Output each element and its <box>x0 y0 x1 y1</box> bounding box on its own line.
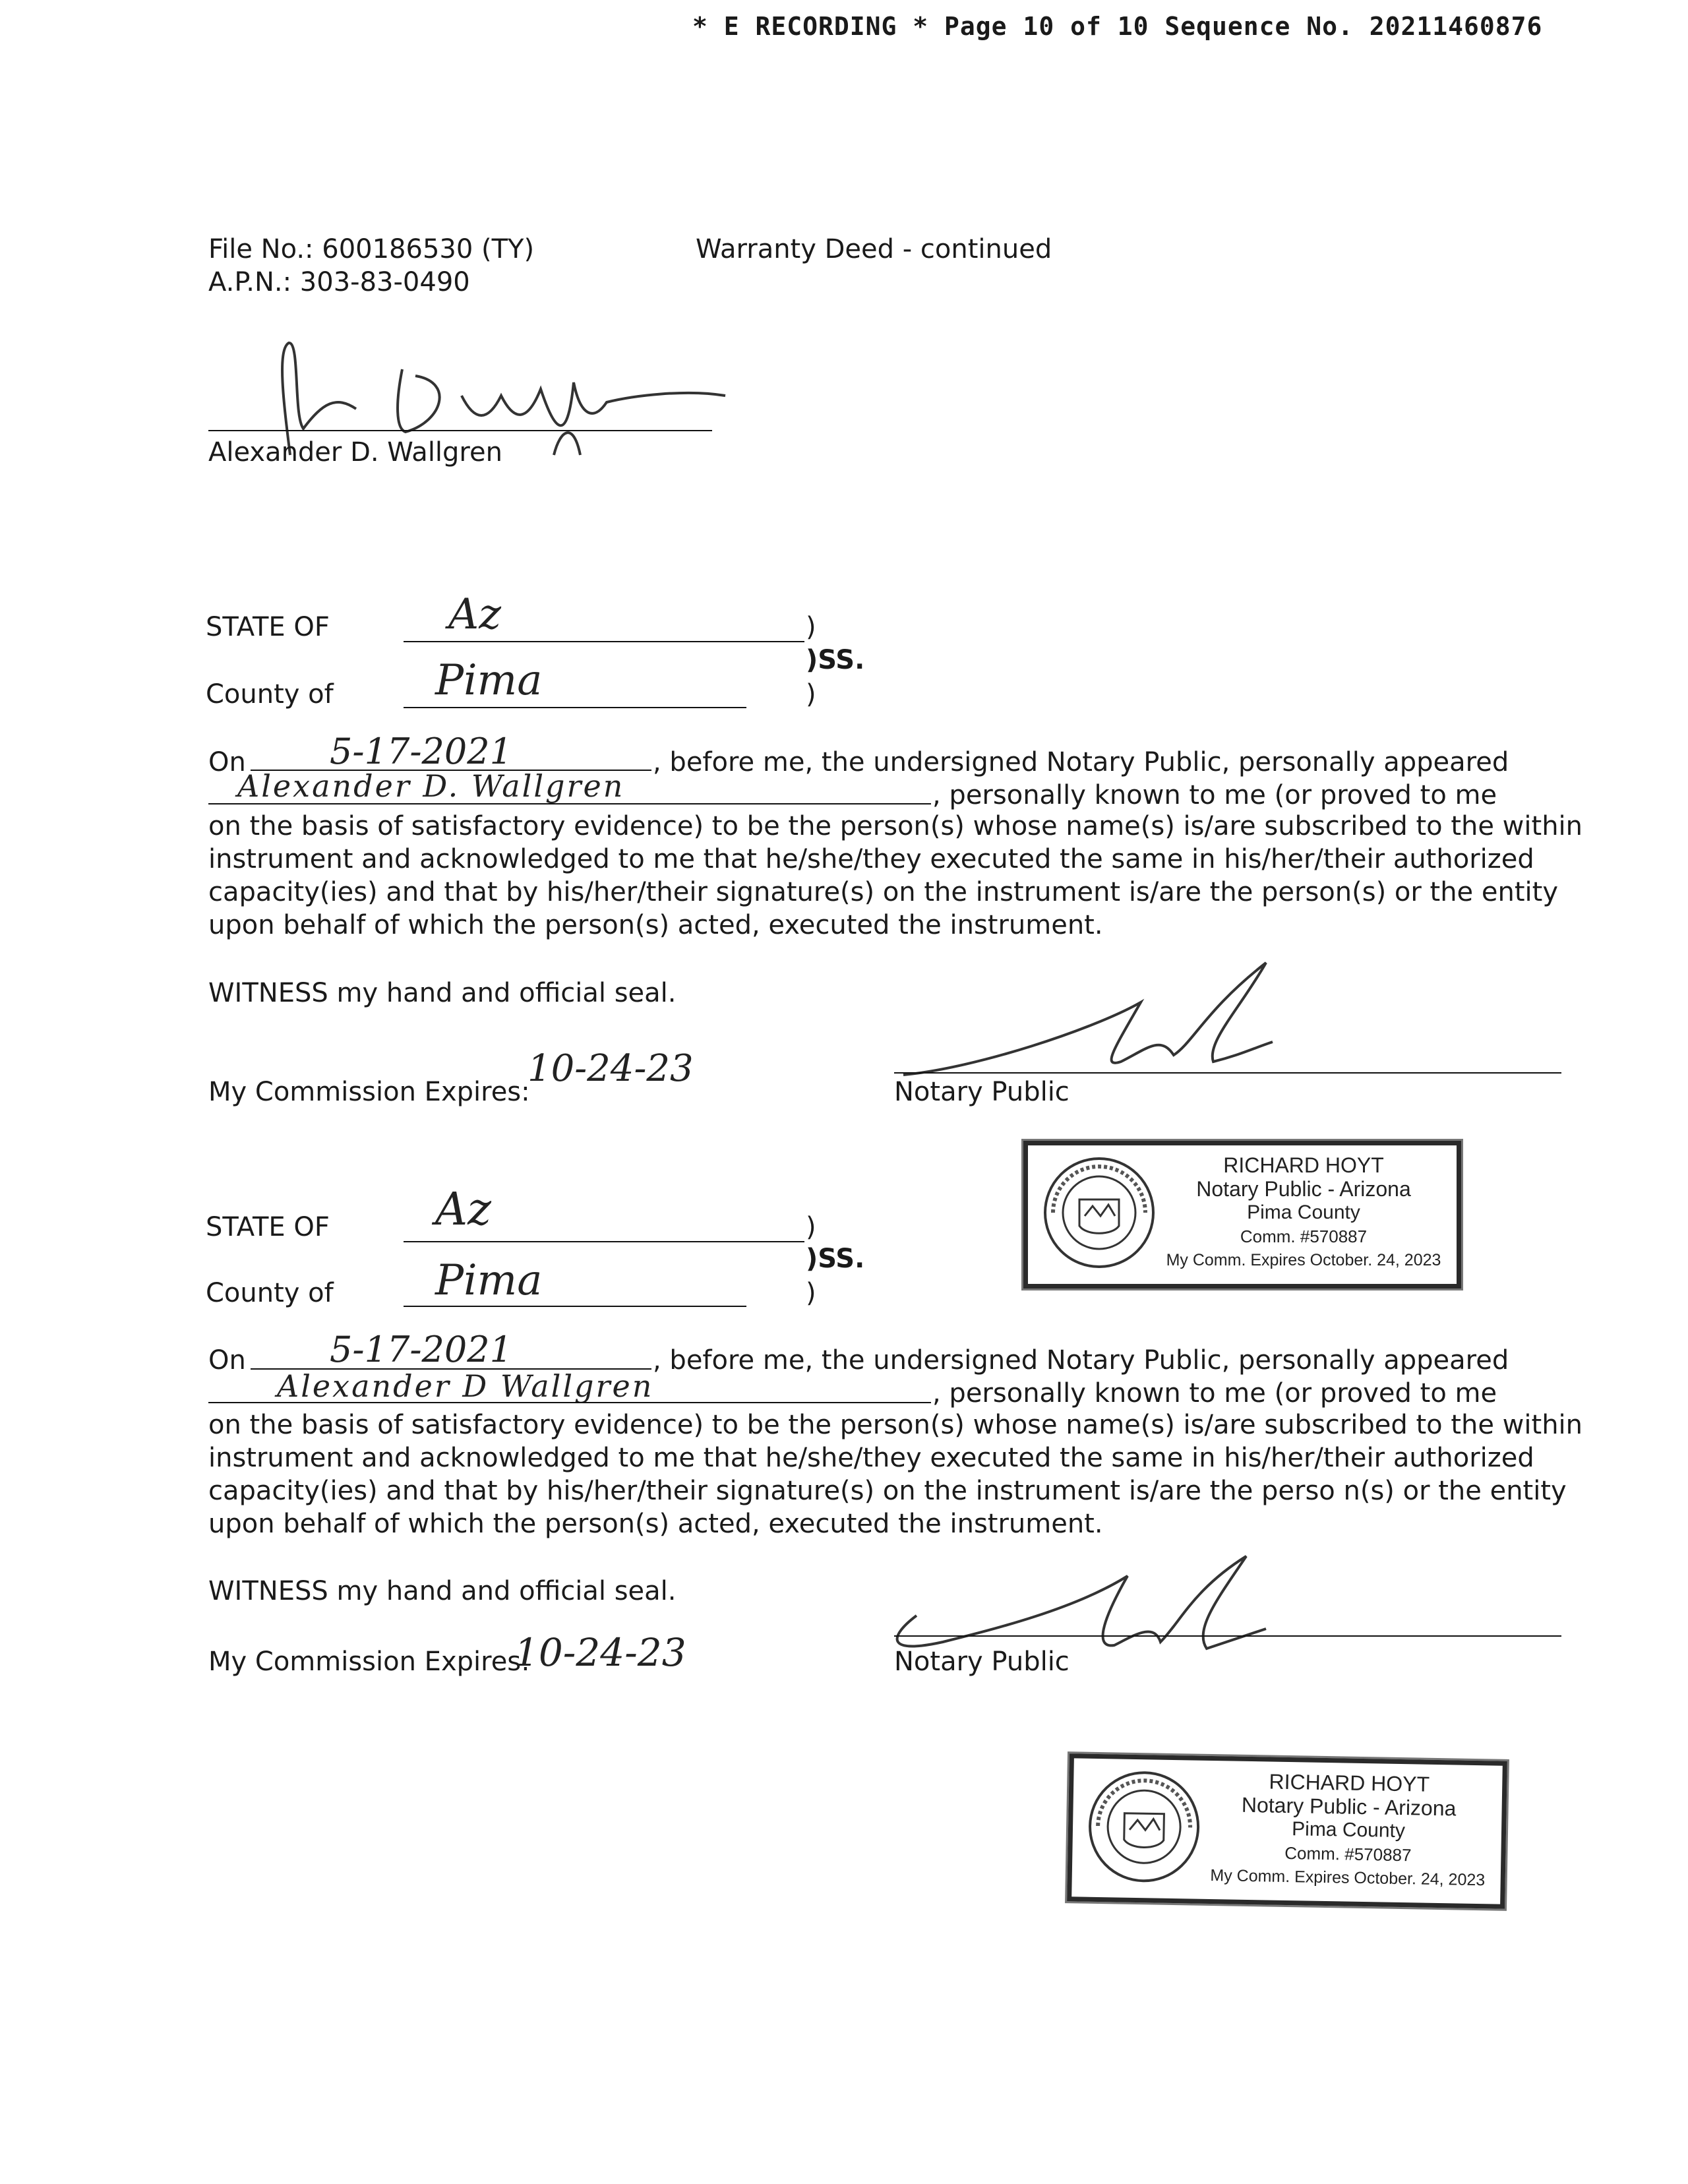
county-value: Pima <box>435 656 543 705</box>
bracket: ) <box>806 612 816 642</box>
notary-seal-stamp <box>1023 1141 1461 1289</box>
county-value: Pima <box>435 1256 543 1305</box>
state-label: STATE OF <box>206 1212 330 1242</box>
notary-signature-line <box>894 1635 1561 1637</box>
notary-signature <box>897 956 1292 1088</box>
ack-text-line2: , personally known to me (or proved to me <box>932 1378 1497 1409</box>
name-line <box>208 803 931 804</box>
ack-text-line1: , before me, the undersigned Notary Public, personally appeared <box>653 1345 1509 1376</box>
notary-signature-line <box>894 1072 1561 1074</box>
ack-paragraph <box>208 810 1583 942</box>
notary-public-label: Notary Public <box>894 1077 1070 1107</box>
on-label: On <box>208 747 246 777</box>
ack-date: 5-17-2021 <box>330 1329 512 1370</box>
ack-paragraph-line: upon behalf of which the person(s) acted, executed the instrument. <box>208 1509 1103 1539</box>
arizona-state-seal-icon <box>1040 1153 1159 1272</box>
ss-mark: )SS. <box>806 645 865 675</box>
state-value: Az <box>435 1184 491 1236</box>
ack-paragraph-line: on the basis of satisfactory evidence) to be the person(s) whose name(s) is/are subscribed to the within <box>208 811 1583 841</box>
seal-title: Notary Public - Arizona <box>1241 1792 1457 1821</box>
commission-expires-label: My Commission Expires: <box>208 1077 530 1107</box>
grantor-signature-line <box>208 430 712 431</box>
bracket: ) <box>806 1212 816 1242</box>
notary-public-label: Notary Public <box>894 1647 1070 1677</box>
seal-commission-number: Comm. #570887 <box>1240 1227 1368 1246</box>
ack-paragraph-line: upon behalf of which the person(s) acted, executed the instrument. <box>208 910 1103 940</box>
bracket: ) <box>806 679 816 710</box>
commission-expires-label: My Commission Expires: <box>208 1647 530 1677</box>
bracket: ) <box>806 1278 816 1308</box>
ack-paragraph-line: instrument and acknowledged to me that he/she/they executed the same in his/her/their authorized <box>208 1443 1534 1473</box>
seal-county: Pima County <box>1247 1201 1360 1223</box>
ack-paragraph-line: capacity(ies) and that by his/her/their signature(s) on the instrument is/are the perso n(s) or the entity <box>208 1476 1567 1506</box>
document-title: Warranty Deed - continued <box>696 234 1052 264</box>
arizona-state-seal-icon <box>1084 1767 1205 1887</box>
seal-commission-number: Comm. #570887 <box>1284 1842 1412 1866</box>
ack-text-line2: , personally known to me (or proved to me <box>932 780 1497 810</box>
seal-title: Notary Public - Arizona <box>1196 1177 1411 1201</box>
witness-text: WITNESS my hand and official seal. <box>208 978 677 1008</box>
ack-paragraph <box>208 1409 1583 1540</box>
file-number: File No.: 600186530 (TY) <box>208 234 535 264</box>
ack-date: 5-17-2021 <box>330 731 512 772</box>
state-line <box>404 1241 804 1242</box>
name-line <box>208 1402 931 1403</box>
ack-paragraph-line: instrument and acknowledged to me that he/she/they executed the same in his/her/their authorized <box>208 844 1534 874</box>
seal-notary-name: RICHARD HOYT <box>1223 1153 1384 1177</box>
ss-mark: )SS. <box>806 1244 865 1274</box>
county-label: County of <box>206 1278 334 1308</box>
ack-text-line1: , before me, the undersigned Notary Public, personally appeared <box>653 747 1509 777</box>
witness-text: WITNESS my hand and official seal. <box>208 1576 677 1606</box>
notary-seal-stamp <box>1067 1753 1507 1909</box>
state-value: Az <box>448 590 501 639</box>
apn-number: A.P.N.: 303-83-0490 <box>208 267 470 297</box>
ack-paragraph-line: capacity(ies) and that by his/her/their signature(s) on the instrument is/are the person(s) or the entity <box>208 877 1558 907</box>
appeared-name: Alexander D Wallgren <box>277 1368 654 1404</box>
grantor-name: Alexander D. Wallgren <box>208 437 502 468</box>
county-line <box>404 1306 746 1307</box>
commission-expires-value: 10-24-23 <box>528 1047 694 1090</box>
commission-expires-value: 10-24-23 <box>514 1630 686 1675</box>
state-label: STATE OF <box>206 612 330 642</box>
seal-expiration: My Comm. Expires October. 24, 2023 <box>1166 1251 1441 1269</box>
seal-county: Pima County <box>1291 1818 1406 1842</box>
county-label: County of <box>206 679 334 710</box>
state-line <box>404 641 804 642</box>
seal-expiration: My Comm. Expires October. 24, 2023 <box>1210 1866 1486 1890</box>
on-label: On <box>208 1345 246 1376</box>
appeared-name: Alexander D. Wallgren <box>237 768 625 804</box>
ack-paragraph-line: on the basis of satisfactory evidence) to be the person(s) whose name(s) is/are subscribed to the within <box>208 1410 1583 1440</box>
seal-notary-name: RICHARD HOYT <box>1269 1769 1430 1796</box>
county-line <box>404 707 746 708</box>
recording-header: * E RECORDING * Page 10 of 10 Sequence No. 20211460876 <box>692 12 1543 41</box>
